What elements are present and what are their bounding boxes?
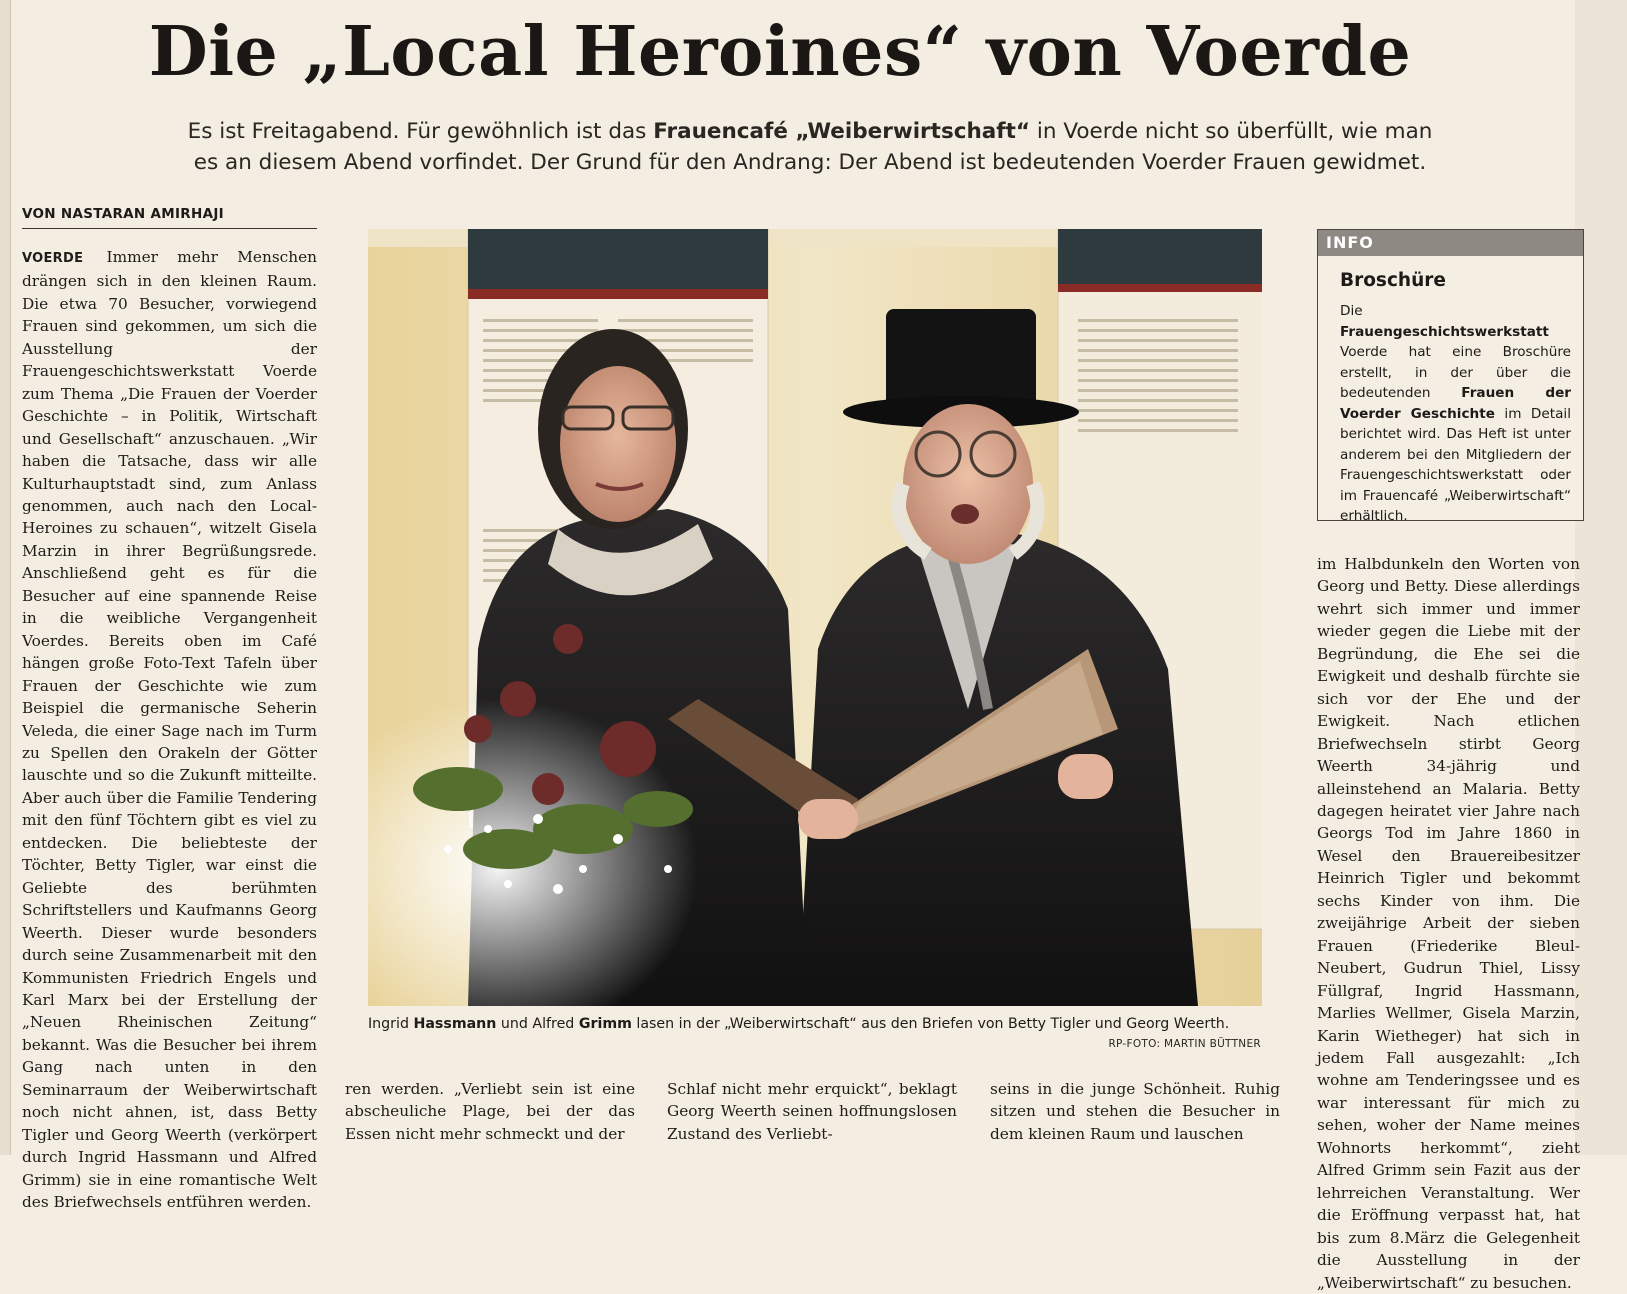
info-box-title: Broschüre <box>1340 270 1446 291</box>
photo-illustration <box>368 229 1262 1006</box>
info-box <box>1317 229 1584 524</box>
info-box-body <box>1318 256 1583 527</box>
info-text-1: Die <box>1340 303 1363 319</box>
deck-text-2: in Voerde nicht so überfüllt, wie man es an diesem Abend vorfindet. Der Grund für den Andrang: Der Abend ist bedeutenden Voerder Frauen gewidmet. <box>193 119 1433 175</box>
caption-bold-2: Grimm <box>578 1016 632 1032</box>
photo-caption <box>368 1014 1262 1034</box>
right-page-edge <box>1575 0 1627 1155</box>
info-text-3: im Detail berichtet wird. Das Heft ist unter anderem bei den Mitgliedern der Frauengeschichtswerkstatt oder im Frauencafé „Weiberwirtschaft“ erhältlich. <box>1340 405 1571 524</box>
article-column-2: ren werden. „Verliebt sein ist eine abscheuliche Plage, bei der das Essen nicht mehr schmeckt und der <box>345 1080 635 1143</box>
dateline: VOERDE <box>22 251 84 266</box>
photo-credit: RP-FOTO: MARTIN BÜTTNER <box>1108 1038 1261 1050</box>
article-column-1 <box>22 246 317 1213</box>
article-column-5: im Halbdunkeln den Worten von Georg und Betty. Diese allerdings wehrt sich immer und immer wieder gegen die Liebe mit der Begründung, die Ehe sei die Ewigkeit und deshalb fürchte sie sich vor der Ehe und der Ewigkeit. Nach etlichen Briefwechseln stirbt Georg Weerth 34-jährig und alleinstehend an Malaria. Betty dagegen heiratet vier Jahre nach Georgs Tod im Jahre 1860 in Wesel den Brauereibesitzer Heinrich Tigler und bekommt sechs Kinder von ihm. Die zweijährige Arbeit der sieben Frauen (Friederike Bleul-Neubert, Gudrun Thiel, Lissy Füllgraf, Ingrid Hassmann, Marlies Wellmer, Gisela Marzin, Karin Wietheger) hat sich in jedem Fall ausgezahlt: „Ich wohne am Tenderingssee und es war interessant für mich zu sehen, woher der Name meines Wohnorts herkommt“, zieht Alfred Grimm sein Fazit aus der lehrreichen Veranstaltung. Wer die Eröffnung verpasst hat, hat bis zum 8.März die Gelegenheit die Ausstellung in der „Weiberwirtschaft“ zu besuchen. <box>1317 555 1580 1292</box>
caption-bold-1: Hassmann <box>413 1016 497 1032</box>
article-column-3: Schlaf nicht mehr erquickt“, beklagt Georg Weerth seinen hoffnungslosen Zustand des Verliebt- <box>667 1080 957 1143</box>
deck-bold: Frauencafé „Weiberwirtschaft“ <box>653 119 1031 144</box>
info-box-label: INFO <box>1318 230 1583 256</box>
byline: VON NASTARAN AMIRHAJI <box>22 206 317 229</box>
caption-text-3: lasen in der „Weiberwirtschaft“ aus den Briefen von Betty Tigler und Georg Weerth. <box>631 1016 1230 1032</box>
article-column-4: seins in die junge Schönheit. Ruhig sitzen und stehen die Besucher in dem kleinen Raum und lauschen <box>990 1080 1280 1143</box>
column-1-text: Immer mehr Menschen drängen sich in den kleinen Raum. Die etwa 70 Besucher, vorwiegend Frauen sind gekommen, um sich die Ausstellung der Frauengeschichtswerkstatt Voerde zum Thema „Die Frauen der Voerder Geschichte – in Politik, Wirtschaft und Gesellschaft“ anzuschauen. „Wir haben die Tatsache, dass wir alle Kulturhauptstadt sind, zum Anlass genommen, auch nach den Local-Heroines zu schauen“, witzelt Gisela Marzin in ihrer Begrüßungsrede. Anschließend geht es für die Besucher auf eine spannende Reise in die weibliche Vergangenheit Voerdes. Bereits oben im Café hängen große Foto-Text Tafeln über Frauen der Geschichte wie zum Beispiel die germanische Seherin Veleda, die einer Sage nach im Turm zu Spellen den Orakeln der Götter lauschte und so die Zukunft mitteilte. Aber auch über die Familie Tendering mit den fünf Töchtern gibt es viel zu entdecken. Die beliebteste der Töchter, Betty Tigler, war einst die Geliebte des berühmten Schriftstellers und Kaufmanns Georg Weerth. Dieser wurde besonders durch seine Zusammenarbeit mit den Kommunisten Friedrich Engels und Karl Marx bei der Erstellung der „Neuen Rheinischen Zeitung“ bekannt. Was die Besucher bei ihrem Gang nach unten in den Seminarraum der Weiberwirtschaft noch nicht ahnen, ist, dass Betty Tigler und Georg Weerth (verkörpert durch Ingrid Hassmann und Alfred Grimm) sie in eine romantische Welt des Briefwechsels entführen werden. <box>22 248 317 1212</box>
info-box-text <box>1340 301 1571 527</box>
deck-text-1: Es ist Freitagabend. Für gewöhnlich ist das <box>187 119 654 144</box>
article-photo <box>368 229 1262 1006</box>
deck-subheadline <box>180 116 1440 178</box>
info-text-2: Voerde hat eine Broschüre erstellt, in der über die bedeutenden <box>1340 344 1571 401</box>
headline: Die „Local Heroines“ von Voerde <box>148 12 1412 92</box>
info-bold-2: Frauen der Voerder Geschichte <box>1340 385 1571 422</box>
left-page-edge <box>0 0 11 1155</box>
caption-text-2: und Alfred <box>496 1016 579 1032</box>
info-bold-1: Frauengeschichtswerkstatt <box>1340 323 1549 340</box>
caption-text-1: Ingrid <box>368 1016 414 1032</box>
